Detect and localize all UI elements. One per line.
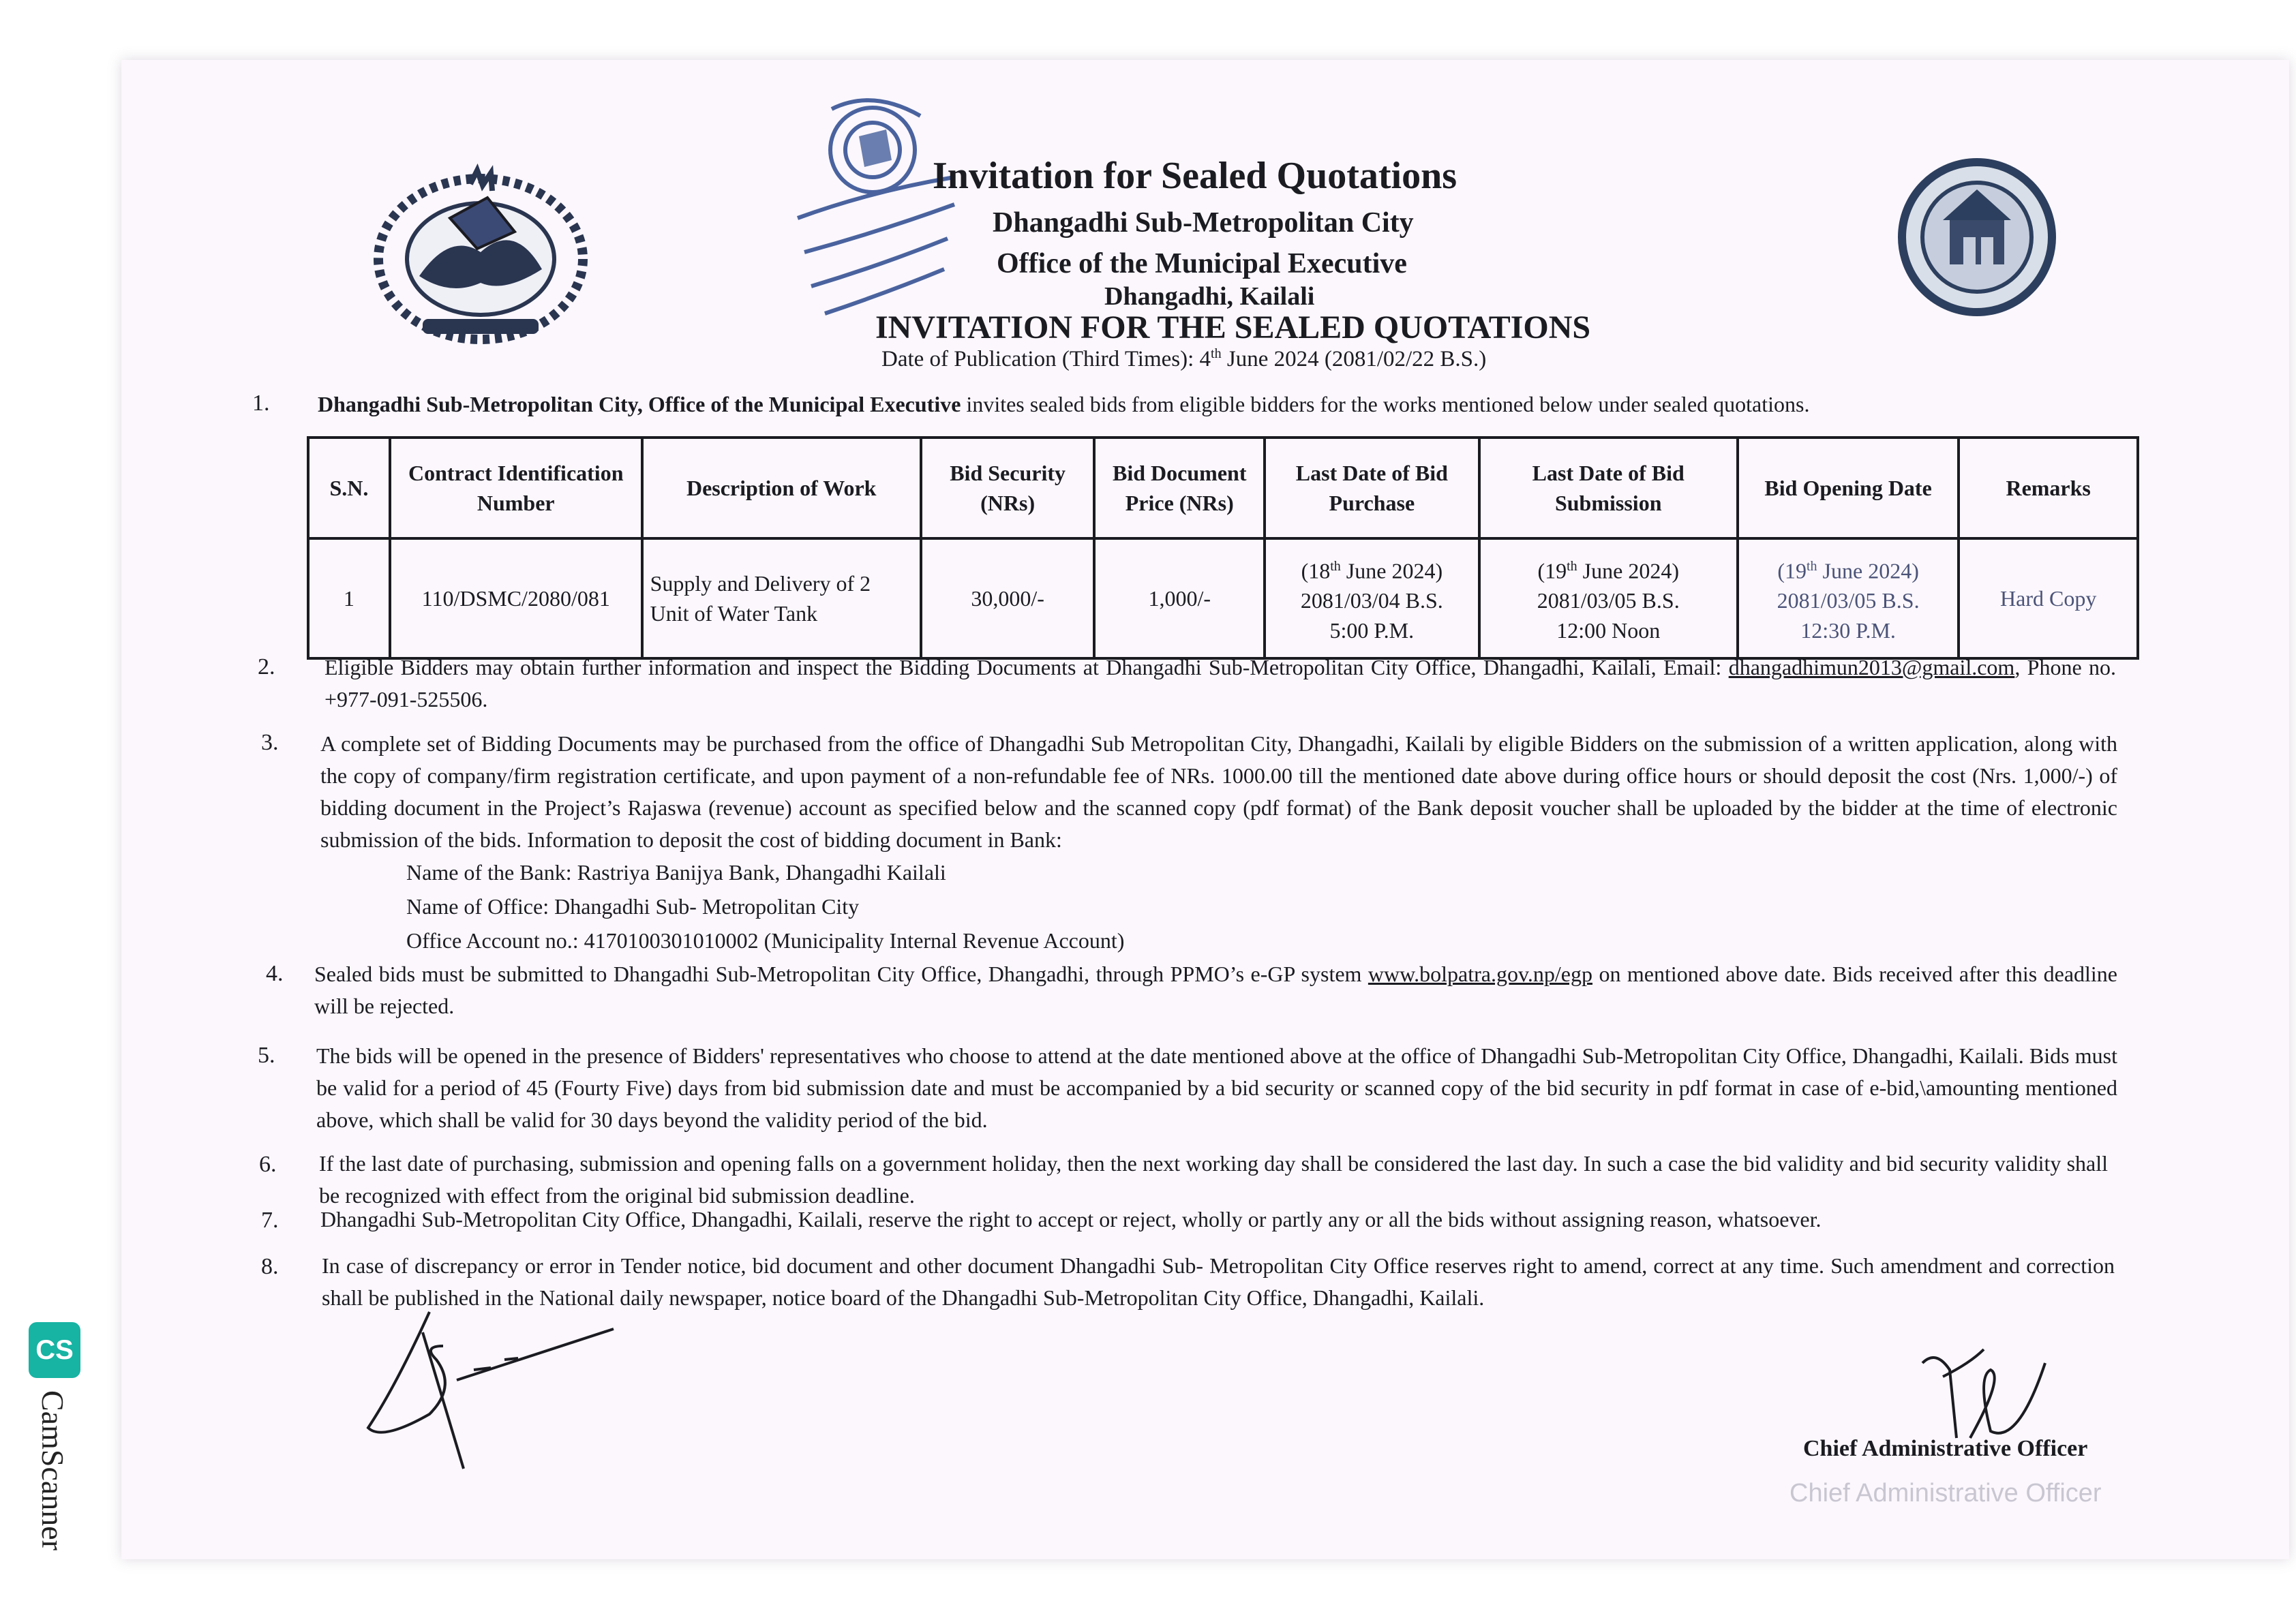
item-number-3: 3. — [261, 730, 279, 755]
camscanner-watermark — [20, 1322, 89, 1581]
nepal-emblem-icon — [368, 157, 593, 348]
cell-sn: 1 — [308, 538, 390, 658]
cell-description: Supply and Delivery of 2 Unit of Water Tank — [642, 538, 921, 658]
col-header-description: Description of Work — [642, 438, 921, 538]
notice-heading: INVITATION FOR THE SEALED QUOTATIONS — [875, 309, 1591, 346]
item-4-text-b: on mentioned above date. Bids received after this deadline will be rejected. — [314, 962, 2118, 1018]
item-4-text-a: Sealed bids must be submitted to Dhangadhi Sub-Metropolitan City Office, Dhangadhi, through PPMO’s e-GP system — [314, 962, 1368, 986]
opening-date-a: (19 — [1777, 558, 1807, 583]
opening-time: 12:30 P.M. — [1800, 618, 1896, 643]
col-header-document-price: Bid Document Price (NRs) — [1094, 438, 1265, 538]
publication-date-suffix: June 2024 (2081/02/22 B.S.) — [1221, 347, 1487, 371]
opening-date-bs: 2081/03/05 B.S. — [1777, 588, 1920, 613]
camscanner-icon: CS — [29, 1322, 80, 1378]
cell-last-purchase — [1265, 538, 1479, 658]
office-name: Office of the Municipal Executive — [997, 248, 1407, 279]
item-1-rest: invites sealed bids from eligible bidders for the works mentioned below under sealed quotations. — [961, 392, 1810, 416]
purchase-date-sup: th — [1330, 558, 1341, 574]
account-number: Office Account no.: 4170100301010002 (Municipality Internal Revenue Account) — [406, 928, 1125, 953]
item-1-bold: Dhangadhi Sub-Metropolitan City, Office of the Municipal Executive — [318, 392, 961, 416]
publication-date-sup: th — [1211, 346, 1222, 361]
opening-date — [1746, 551, 1950, 586]
cell-remarks: Hard Copy — [1959, 538, 2138, 658]
submission-time: 12:00 Noon — [1556, 618, 1661, 643]
col-header-contract-id: Contract Identification Number — [390, 438, 642, 538]
table-row — [308, 538, 2138, 658]
item-text-7: Dhangadhi Sub-Metropolitan City Office, Dhangadhi, Kailali, reserve the right to accept or reject, wholly or partly any or all the bids without assigning reason, whatsoever. — [320, 1207, 1822, 1231]
bank-name: Name of the Bank: Rastriya Banijya Bank, Dhangadhi Kailali — [406, 860, 946, 885]
item-2-text-a: Eligible Bidders may obtain further information and inspect the Bidding Documents at Dhangadhi Sub-Metropolitan City Office, Dhangadhi, Kailali, Email: — [324, 655, 1722, 679]
email-link[interactable]: dhangadhimun2013@gmail.com — [1728, 655, 2015, 679]
municipal-stamp-icon — [784, 95, 961, 320]
office-name-bank: Name of Office: Dhangadhi Sub- Metropolitan City — [406, 894, 860, 919]
item-number-4: 4. — [266, 961, 284, 986]
purchase-date-b: June 2024) — [1340, 558, 1443, 583]
item-number-5: 5. — [258, 1043, 275, 1068]
item-text-5: The bids will be opened in the presence of Bidders' representatives who choose to attend at the date mentioned above at the office of Dhangadhi Sub-Metropolitan City Office, Dhangadhi, Kailali. Bids must be valid for a period of 45 (Fourty Five) days from bid submission date and must be accompanied by a bid security or scanned copy of the bid security in pdf format in case of e-bid,\amounting mentioned above, which shall be valid for 30 days beyond the validity period of the bid. — [316, 1043, 2117, 1132]
cell-opening-date — [1738, 538, 1959, 658]
city-seal-icon — [1895, 155, 2059, 319]
item-text-8: In case of discrepancy or error in Tender notice, bid document and other document Dhangadhi Sub- Metropolitan City Office reserves right to amend, correct at any time. Such amendment and correction shall be published in the National daily newspaper, notice board of the Dhangadhi Sub-Metropolitan City Office, Dhangadhi, Kailali. — [322, 1253, 2115, 1310]
submission-date — [1487, 551, 1729, 586]
opening-date-b: June 2024) — [1817, 558, 1919, 583]
org-name: Dhangadhi Sub-Metropolitan City — [993, 207, 1414, 239]
item-number-7: 7. — [261, 1208, 279, 1233]
right-signature-icon — [1909, 1336, 2059, 1452]
purchase-date-a: (18 — [1301, 558, 1331, 583]
opening-date-sup: th — [1806, 558, 1817, 574]
cell-contract-id: 110/DSMC/2080/081 — [390, 538, 642, 658]
purchase-date-bs: 2081/03/04 B.S. — [1300, 588, 1443, 613]
col-header-bid-security: Bid Security (NRs) — [921, 438, 1095, 538]
col-header-opening-date: Bid Opening Date — [1738, 438, 1959, 538]
col-header-remarks: Remarks — [1959, 438, 2138, 538]
item-text-1 — [318, 388, 2145, 420]
cell-document-price: 1,000/- — [1094, 538, 1265, 658]
camscanner-label: CamScanner — [35, 1390, 70, 1551]
purchase-time: 5:00 P.M. — [1329, 618, 1415, 643]
item-number-2: 2. — [258, 654, 275, 679]
signatory-stamp: Chief Administrative Officer — [1789, 1479, 2102, 1508]
publication-date-prefix: Date of Publication (Third Times): 4 — [881, 347, 1211, 371]
submission-date-a: (19 — [1537, 558, 1567, 583]
cell-bid-security: 30,000/- — [921, 538, 1095, 658]
cell-last-submission — [1479, 538, 1738, 658]
item-text-6: If the last date of purchasing, submission and opening falls on a government holiday, then the next working day shall be considered the last day. In such a case the bid validity and bid security validity shall be recognized with effect from the original bid submission deadline. — [319, 1151, 2108, 1208]
signatory-title: Chief Administrative Officer — [1803, 1436, 2088, 1461]
item-number-8: 8. — [261, 1254, 279, 1279]
submission-date-sup: th — [1567, 558, 1577, 574]
item-number-6: 6. — [259, 1152, 277, 1177]
col-header-last-submission: Last Date of Bid Submission — [1479, 438, 1738, 538]
page-title: Invitation for Sealed Quotations — [933, 155, 1457, 197]
item-text-2 — [324, 652, 2116, 716]
submission-date-bs: 2081/03/05 B.S. — [1537, 588, 1680, 613]
publication-date — [881, 346, 1486, 372]
submission-date-b: June 2024) — [1577, 558, 1679, 583]
location: Dhangadhi, Kailali — [1104, 282, 1315, 311]
item-number-1: 1. — [252, 391, 270, 416]
bid-table — [307, 436, 2139, 660]
col-header-last-purchase: Last Date of Bid Purchase — [1265, 438, 1479, 538]
item-2-text-b: , Phone no. +977-091-525506. — [324, 655, 2117, 711]
table-header-row — [308, 438, 2138, 538]
left-signature-icon — [354, 1305, 627, 1482]
egp-link[interactable]: www.bolpatra.gov.np/egp — [1368, 962, 1592, 986]
item-text-3: A complete set of Bidding Documents may be purchased from the office of Dhangadhi Sub Metropolitan City, Dhangadhi, Kailali by eligible Bidders on the submission of a written application, along with the copy of company/firm registration certificate, and upon payment of a non-refundable fee of NRs. 1000.00 till the mentioned date above during office hours or should deposit the cost (Nrs. 1,000/-) of bidding document in the Project’s Rajaswa (revenue) account as specified below and the scanned copy (pdf format) of the Bank deposit voucher shall be uploaded by the bidder at the time of electronic submission of the bids. Information to deposit the cost of bidding document in Bank: — [320, 731, 2117, 852]
item-text-4 — [314, 958, 2117, 1022]
purchase-date — [1273, 551, 1470, 586]
col-header-sn: S.N. — [308, 438, 390, 538]
